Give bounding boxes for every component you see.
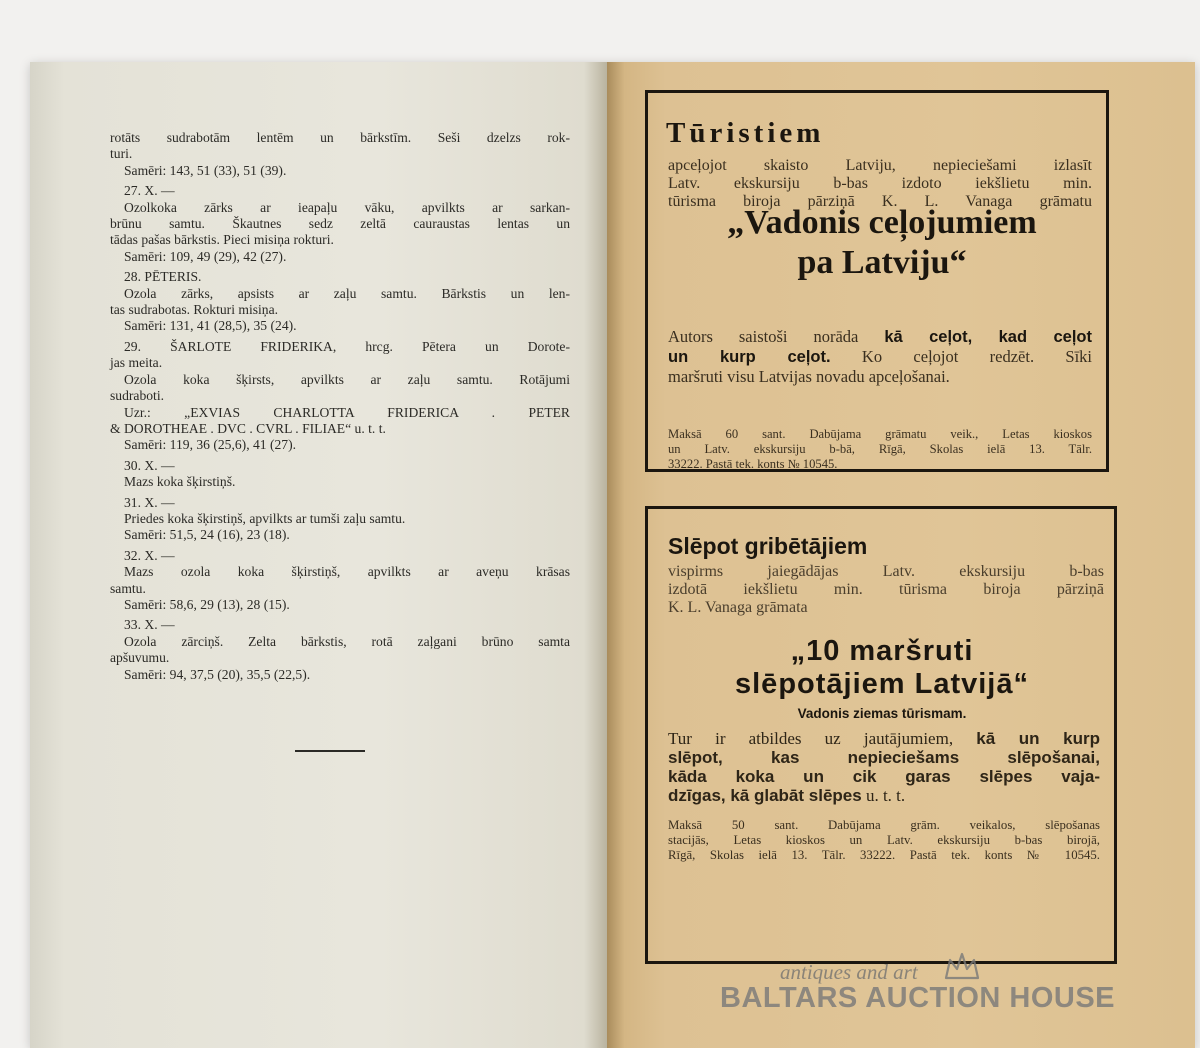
text-line: turi.: [110, 146, 133, 162]
watermark-brand: BALTARS AUCTION HOUSE: [720, 982, 1116, 1014]
ad-tourists: [645, 90, 1109, 472]
text-line: tas sudrabotas. Rokturi misiņa.: [110, 302, 279, 318]
desc-bold: kā un kurp: [976, 729, 1100, 748]
intro-line: apceļojot skaisto Latviju, nepieciešami izlasīt: [668, 157, 1092, 174]
intro-line: Latv. ekskursiju b-bas izdoto iekšlietu min.: [668, 175, 1092, 192]
price-line: Maksā 60 sant. Dabūjama grāmatu veik., Letas kioskos: [668, 427, 1092, 441]
left-page-text: [110, 130, 570, 683]
book-title-line: pa Latviju“: [797, 244, 967, 281]
text-line: Samēri: 51,5, 24 (16), 23 (18).: [124, 527, 290, 543]
text-line: Samēri: 131, 41 (28,5), 35 (24).: [124, 318, 297, 334]
desc-text: Autors saistoši norāda: [668, 327, 885, 346]
watermark: [720, 960, 1120, 1020]
ad-tourists-title: Tūristiem: [666, 117, 825, 149]
ad-skiers-description: [668, 729, 1100, 805]
right-page: [607, 62, 1195, 1048]
price-line: stacijās, Letas kioskos un Latv. ekskursiju b-bas birojā,: [668, 833, 1100, 847]
desc-text: maršruti visu Latvijas novadu apceļošanai.: [668, 367, 950, 386]
desc-bold: slēpot, kas nepieciešams slēpošanai,: [668, 748, 1100, 767]
text-line: rotāts sudrabotām lentēm un bārkstīm. Seši dzelzs rok-: [110, 130, 570, 145]
price-line: Maksā 50 sant. Dabūjama grām. veikalos, slēpošanas: [668, 818, 1100, 832]
book-title-line: „Vadonis ceļojumiem: [727, 204, 1037, 241]
desc-bold: un kurp ceļot.: [668, 348, 831, 366]
ad-tourists-description: [668, 327, 1092, 386]
ad-skiers: [645, 506, 1117, 964]
intro-line: izdotā iekšlietu min. tūrisma biroja pārziņā: [668, 581, 1104, 598]
ad-skiers-subtitle: Vadonis ziemas tūrismam.: [797, 706, 967, 721]
text-line: Samēri: 109, 49 (29), 42 (27).: [124, 248, 287, 264]
price-line: un Latv. ekskursiju b-bā, Rīgā, Skolas ielā 13. Tālr.: [668, 442, 1092, 456]
desc-bold: kāda koka un cik garas slēpes vaja-: [668, 767, 1100, 786]
text-line: jas meita.: [110, 355, 163, 371]
price-line: Rīgā, Skolas ielā 13. Tālr. 33222. Pastā tek. konts № 10545.: [668, 848, 1100, 862]
text-line: Samēri: 94, 37,5 (20), 35,5 (22,5).: [124, 666, 311, 682]
text-line: apšuvumu.: [110, 650, 170, 666]
intro-line: tūrisma biroja pārziņā K. L. Vanaga grāmatu: [668, 193, 1092, 210]
text-line: Ozola zārks, apsists ar zaļu samtu. Bārkstis un len-: [124, 285, 570, 301]
watermark-tagline: antiques and art: [780, 960, 918, 984]
ad-skiers-price: [668, 818, 1100, 863]
entry-heading: 27. X. —: [124, 183, 175, 199]
text-line: & DOROTHEAE . DVC . CVRL . FILIAE“ u. t. t.: [110, 420, 386, 436]
entry-heading: 33. X. —: [124, 617, 175, 633]
ad-tourists-price: [668, 427, 1092, 472]
ad-skiers-title: Slēpot gribētājiem: [668, 533, 868, 559]
desc-text: Ko ceļojot redzēt. Sīki: [830, 347, 1092, 366]
intro-line: vispirms jaiegādājas Latv. ekskursiju b-bas: [668, 563, 1104, 580]
desc-bold: dzīgas, kā glabāt slēpes: [668, 786, 862, 805]
open-booklet: [30, 62, 1195, 1048]
book-title-line: slēpotājiem Latvijā“: [735, 668, 1029, 700]
text-line: samtu.: [110, 580, 146, 596]
text-line: Samēri: 143, 51 (33), 51 (39).: [124, 162, 287, 178]
entry-heading: 30. X. —: [124, 457, 175, 473]
desc-text: u. t. t.: [861, 786, 906, 805]
book-title-line: „10 maršruti: [790, 635, 974, 667]
ad-skiers-intro: [668, 563, 1104, 617]
text-line: tādas pašas bārkstis. Pieci misiņa rokturi.: [110, 232, 334, 248]
entry-heading: 31. X. —: [124, 494, 175, 510]
text-line: Mazs ozola koka šķirstiņš, apvilkts ar aveņu krāsas: [124, 564, 570, 580]
entry-heading: 29. ŠARLOTE FRIDERIKA, hrcg. Pētera un Dorote-: [124, 338, 570, 354]
price-line: 33222. Pastā tek. konts № 10545.: [668, 457, 838, 471]
text-line: Ozola koka šķirsts, apvilkts ar zaļu samtu. Rotājumi: [124, 371, 570, 387]
text-line: sudraboti.: [110, 388, 164, 404]
desc-bold: kā ceļot, kad ceļot: [884, 328, 1092, 346]
text-line: Ozolkoka zārks ar ieapaļu vāku, apvilkts ar sarkan-: [124, 199, 570, 215]
ad-skiers-book-title: [662, 635, 1102, 701]
entry-heading: 32. X. —: [124, 547, 175, 563]
intro-line: K. L. Vanaga grāmata: [668, 599, 808, 616]
text-line: Priedes koka šķirstiņš, apvilkts ar tumši zaļu samtu.: [124, 510, 406, 526]
text-line: Samēri: 58,6, 29 (13), 28 (15).: [124, 596, 290, 612]
left-page: [30, 62, 608, 1048]
text-line: Ozola zārciņš. Zelta bārkstis, rotā zaļgani brūno samta: [124, 633, 570, 649]
crown-icon: [942, 952, 982, 982]
desc-text: Tur ir atbildes uz jautājumiem,: [668, 729, 977, 748]
text-line: brūnu samtu. Škautnes sedz zeltā cauraustas lentas un: [110, 216, 570, 232]
end-rule: [295, 750, 365, 752]
text-line: Uzr.: „EXVIAS CHARLOTTA FRIDERICA . PETER: [124, 404, 570, 420]
text-line: Mazs koka šķirstiņš.: [124, 474, 236, 490]
entry-heading: 28. PĒTERIS.: [124, 269, 202, 285]
ad-tourists-book-title: [662, 203, 1102, 283]
text-line: Samēri: 119, 36 (25,6), 41 (27).: [124, 437, 297, 453]
